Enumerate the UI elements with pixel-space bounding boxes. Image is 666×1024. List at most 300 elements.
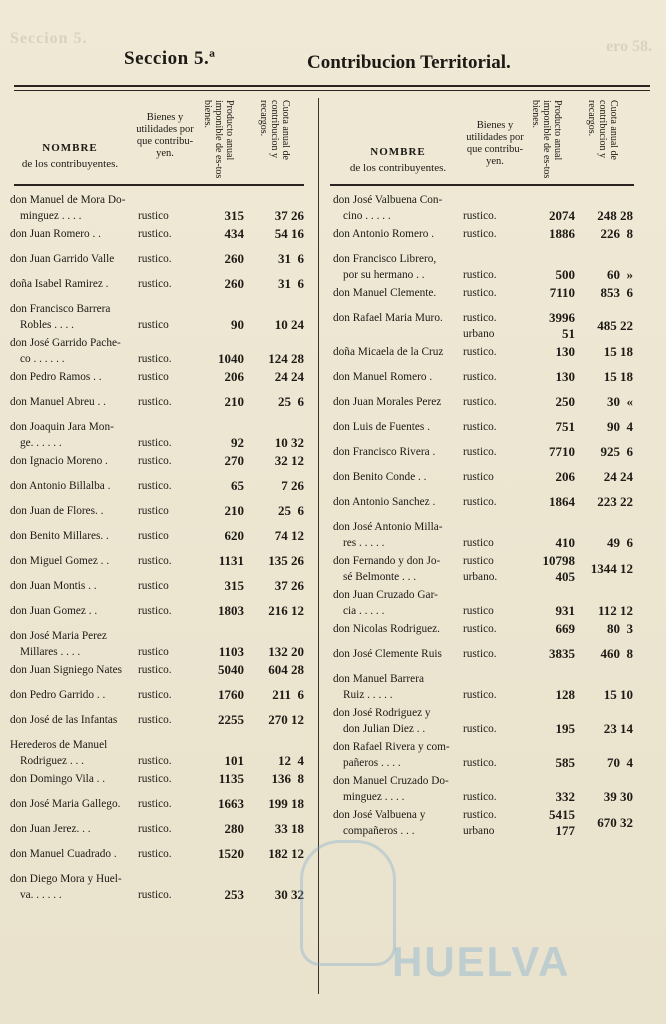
annual-quota: 32 12 — [274, 453, 304, 468]
taxable-product-value: 1760 — [218, 687, 244, 702]
table-row — [10, 771, 306, 796]
contributor-name-line: don Manuel Barrera — [333, 673, 424, 685]
contributor-name-line: don Juan Romero . . — [10, 228, 101, 240]
annual-quota: 25 6 — [278, 394, 304, 409]
contributor-name — [333, 285, 467, 301]
taxable-product — [517, 603, 575, 619]
property-type-line: rustico. — [463, 446, 497, 458]
table-row — [10, 687, 306, 712]
contributor-name — [10, 335, 140, 367]
property-type-line: rustico — [138, 530, 169, 542]
table-row — [10, 192, 306, 226]
contributor-name — [10, 796, 140, 812]
annual-quota: 39 30 — [603, 789, 633, 804]
property-type-line: rustico. — [463, 287, 497, 299]
taxable-product-value: 10798 — [542, 553, 575, 568]
table-row — [333, 369, 635, 394]
taxable-product — [517, 535, 575, 551]
taxable-product-value: 669 — [555, 621, 575, 636]
table-row — [333, 394, 635, 419]
table-row — [333, 587, 635, 621]
contributor-name — [333, 621, 467, 637]
contributor-name — [10, 192, 140, 224]
table-row — [10, 478, 306, 503]
annual-quota: 31 6 — [278, 276, 304, 291]
annual-quota: 136 8 — [271, 771, 304, 786]
property-type — [138, 528, 169, 544]
contributor-name — [333, 739, 467, 771]
contributor-name-line: don Manuel Cruzado Do- — [333, 775, 449, 787]
contributor-name-line: don Joaquin Jara Mon- — [10, 421, 114, 433]
annual-quota: 10 24 — [274, 317, 304, 332]
contributor-name — [10, 394, 140, 410]
table-row — [10, 301, 306, 335]
property-type — [463, 789, 497, 805]
contributor-name-continued: pañeros . . . . — [343, 757, 401, 769]
annual-quota: 485 22 — [597, 318, 633, 333]
taxable-product-value: 130 — [555, 369, 575, 384]
contributor-name-continued: Ruiz . . . . . — [343, 689, 393, 701]
taxable-product-value: 620 — [224, 528, 244, 543]
property-type-line: rustico. — [138, 848, 172, 860]
table-row — [10, 503, 306, 528]
contributor-name — [333, 251, 467, 283]
contributor-name-line: don Antonio Romero . — [333, 228, 435, 240]
contributor-name — [333, 444, 467, 460]
contributor-name-line: don Benito Millares. . — [10, 530, 109, 542]
contributor-name-line: don Manuel Clemente. — [333, 287, 437, 299]
taxable-product-value: 1520 — [218, 846, 244, 861]
taxable-product — [192, 846, 244, 862]
property-type-line: rustico — [138, 319, 169, 331]
table-row — [10, 603, 306, 628]
annual-quota: 226 8 — [600, 226, 633, 241]
taxable-product — [517, 285, 575, 301]
taxable-product-value: 931 — [555, 603, 575, 618]
annual-quota: 30 32 — [274, 887, 304, 902]
taxable-product — [192, 478, 244, 494]
property-type-line: rustico — [138, 371, 169, 383]
property-type-line: rustico. — [138, 353, 172, 365]
contributor-name — [333, 192, 467, 224]
contributor-name-line: don Juan Gomez . . — [10, 605, 98, 617]
table-row — [333, 344, 635, 369]
table-row — [10, 871, 306, 905]
taxable-product — [192, 369, 244, 385]
contributor-name-line: don Nicolas Rodriguez. — [333, 623, 440, 635]
property-type-line: rustico — [138, 505, 169, 517]
contributor-name-line: don Juan Morales Perez — [333, 396, 442, 408]
table-row — [333, 310, 635, 344]
property-type-line: rustico. — [463, 346, 497, 358]
taxable-product — [192, 662, 244, 678]
property-type — [463, 807, 497, 839]
property-type — [463, 469, 494, 485]
taxable-product — [517, 469, 575, 485]
property-type — [138, 662, 172, 678]
right-header-cuota: Cuota anual de contribucion y recargos. — [586, 100, 619, 160]
table-row — [333, 671, 635, 705]
contributor-name-line: don Antonio Sanchez . — [333, 496, 436, 508]
taxable-product — [192, 528, 244, 544]
contributor-name — [333, 369, 467, 385]
taxable-product-value: 260 — [224, 276, 244, 291]
taxable-product — [517, 807, 575, 839]
contributor-name — [333, 519, 467, 551]
taxable-product-value: 206 — [224, 369, 244, 384]
property-type-line: rustico. — [463, 312, 497, 324]
taxable-product-value: 195 — [555, 721, 575, 736]
watermark-text: HUELVA — [392, 938, 571, 985]
taxable-product-value: 270 — [224, 453, 244, 468]
contributor-name-line: don Fernando y don Jo- — [333, 555, 441, 567]
contributor-name — [10, 846, 140, 862]
table-row — [10, 251, 306, 276]
taxable-product — [517, 553, 575, 585]
property-type — [138, 453, 172, 469]
property-type-line: rustico. — [463, 228, 497, 240]
contributor-name — [10, 301, 140, 333]
contributor-name-line: don Juan Jerez. . . — [10, 823, 91, 835]
taxable-product — [192, 276, 244, 292]
annual-quota: 216 12 — [268, 603, 304, 618]
contributor-name-continued: minguez . . . . — [20, 210, 82, 222]
title-rule-thin — [14, 90, 650, 91]
property-type — [138, 435, 172, 451]
contributor-name — [10, 662, 140, 678]
contributor-name-line: don Domingo Vila . . — [10, 773, 106, 785]
contributor-name-continued: Robles . . . . — [20, 319, 74, 331]
property-type — [463, 285, 497, 301]
page-title: Contribucion Territorial. — [307, 52, 511, 73]
contributor-name-line: don Rafael Maria Muro. — [333, 312, 443, 324]
property-type — [138, 351, 172, 367]
property-type — [463, 687, 497, 703]
table-row — [10, 737, 306, 771]
table-row — [333, 773, 635, 807]
property-type — [463, 208, 497, 224]
annual-quota: 135 26 — [268, 553, 304, 568]
contributor-name-continued: por su hermano . . — [343, 269, 425, 281]
property-type — [138, 821, 172, 837]
contributor-name — [10, 603, 140, 619]
annual-quota: 7 26 — [281, 478, 304, 493]
taxable-product-value: 1886 — [549, 226, 575, 241]
table-row — [10, 712, 306, 737]
property-type-line: rustico — [138, 646, 169, 658]
title-rule — [14, 85, 650, 87]
contributor-name — [10, 276, 140, 292]
contributor-name — [10, 369, 140, 385]
property-type-line: rustico. — [463, 757, 497, 769]
taxable-product — [517, 687, 575, 703]
table-row — [333, 419, 635, 444]
contributor-name — [10, 553, 140, 569]
contributor-name — [10, 528, 140, 544]
taxable-product-value: 280 — [224, 821, 244, 836]
property-type — [138, 317, 169, 333]
property-type-line-2: urbano. — [463, 571, 498, 583]
annual-quota: 23 14 — [603, 721, 633, 736]
contributor-name-continued: don Julian Diez . . — [343, 723, 426, 735]
property-type-line: rustico. — [138, 605, 172, 617]
contributor-name — [333, 646, 467, 662]
taxable-product-value: 130 — [555, 344, 575, 359]
contributor-name — [10, 578, 140, 594]
taxable-product — [517, 646, 575, 662]
contributor-name-line: don Juan Garrido Valle — [10, 253, 115, 265]
annual-quota: 182 12 — [268, 846, 304, 861]
property-type-line: rustico — [463, 537, 494, 549]
taxable-product — [517, 721, 575, 737]
left-header-producto: Producto anual imponible de es-tos bienes. — [202, 100, 235, 179]
table-row — [10, 821, 306, 846]
property-type-line: rustico. — [463, 421, 497, 433]
taxable-product-value: 1864 — [549, 494, 575, 509]
contributor-name-line: don Juan de Flores. . — [10, 505, 104, 517]
table-row — [10, 453, 306, 478]
property-type — [138, 887, 172, 903]
annual-quota: 112 12 — [597, 603, 633, 618]
annual-quota: 12 4 — [278, 753, 304, 768]
table-row — [10, 846, 306, 871]
taxable-product-value: 65 — [231, 478, 244, 493]
taxable-product-value: 1103 — [218, 644, 244, 659]
contributor-name — [10, 771, 140, 787]
taxable-product — [517, 494, 575, 510]
table-row — [10, 394, 306, 419]
property-type — [138, 771, 172, 787]
property-type — [138, 276, 172, 292]
contributor-name-line: don José Maria Perez — [10, 630, 107, 642]
table-row — [333, 469, 635, 494]
property-type-line: rustico. — [463, 791, 497, 803]
annual-quota: 37 26 — [274, 578, 304, 593]
table-row — [333, 226, 635, 251]
taxable-product — [517, 267, 575, 283]
property-type-line: rustico. — [138, 664, 172, 676]
property-type — [138, 208, 169, 224]
property-type-line-2: urbano — [463, 825, 495, 837]
contributor-name — [10, 737, 140, 769]
property-type — [463, 646, 497, 662]
property-type — [463, 310, 497, 342]
annual-quota: 24 24 — [274, 369, 304, 384]
taxable-product — [517, 394, 575, 410]
contributor-name-line: don José Rodriguez y — [333, 707, 431, 719]
taxable-product-value: 751 — [555, 419, 575, 434]
annual-quota: 10 32 — [274, 435, 304, 450]
taxable-product-value: 500 — [555, 267, 575, 282]
property-type — [138, 578, 169, 594]
property-type — [138, 687, 172, 703]
contributor-name — [333, 773, 467, 805]
taxable-product-value: 210 — [224, 394, 244, 409]
contributor-name-line: don José Antonio Milla- — [333, 521, 443, 533]
left-header-cuota: Cuota anual de contribucion y recargos. — [258, 100, 291, 160]
annual-quota: 24 24 — [603, 469, 633, 484]
contributor-name-line: don Pedro Garrido . . — [10, 689, 106, 701]
property-type — [463, 419, 497, 435]
contributor-name — [10, 251, 140, 267]
contributor-name-line: don Francisco Librero, — [333, 253, 437, 265]
property-type-line: rustico. — [138, 823, 172, 835]
contributor-name — [10, 871, 140, 903]
property-type-line: rustico. — [138, 714, 172, 726]
annual-quota: 15 18 — [603, 369, 633, 384]
contributor-name — [10, 687, 140, 703]
contributor-name — [333, 587, 467, 619]
contributor-name — [333, 807, 467, 839]
taxable-product — [192, 687, 244, 703]
taxable-product — [517, 226, 575, 242]
contributor-name-line: don Manuel Cuadrado . — [10, 848, 117, 860]
table-row — [333, 494, 635, 519]
contributor-name-line: Herederos de Manuel — [10, 739, 108, 751]
annual-quota: 925 6 — [600, 444, 633, 459]
taxable-product-value: 90 — [231, 317, 244, 332]
property-type-line: rustico. — [138, 480, 172, 492]
property-type-line: rustico — [463, 471, 494, 483]
contributor-name-continued: minguez . . . . — [343, 791, 405, 803]
contributor-name-line: don José Valbuena Con- — [333, 194, 443, 206]
property-type — [138, 226, 172, 242]
property-type-line: rustico. — [463, 269, 497, 281]
contributor-name-line: don Juan Montis . . — [10, 580, 97, 592]
contributor-name-line: don José de las Infantas — [10, 714, 118, 726]
property-type — [463, 535, 494, 551]
table-row — [333, 519, 635, 553]
annual-quota: 1344 12 — [590, 561, 633, 576]
table-row — [333, 621, 635, 646]
property-type — [463, 267, 497, 283]
property-type-line: rustico. — [463, 623, 497, 635]
taxable-product — [517, 621, 575, 637]
table-row — [333, 553, 635, 587]
property-type-line: rustico — [138, 210, 169, 222]
contributor-name-line: don Pedro Ramos . . — [10, 371, 102, 383]
contributor-name-line: don José Maria Gallego. — [10, 798, 121, 810]
property-type — [138, 712, 172, 728]
taxable-product — [192, 578, 244, 594]
annual-quota: 211 6 — [272, 687, 304, 702]
contributor-name-line: don Juan Signiego Nates — [10, 664, 123, 676]
annual-quota: 460 8 — [600, 646, 633, 661]
taxable-product-value: 585 — [555, 755, 575, 770]
left-header-name: NOMBRE de los contribuyentes. — [21, 142, 119, 170]
contributor-name-line: don Antonio Billalba . — [10, 480, 111, 492]
property-type — [463, 344, 497, 360]
annual-quota: 70 4 — [607, 755, 633, 770]
taxable-product — [192, 351, 244, 367]
property-type-line: rustico. — [463, 496, 497, 508]
contributor-name — [333, 671, 467, 703]
contributor-name-continued: ge. . . . . . — [20, 437, 62, 449]
table-row — [10, 578, 306, 603]
show-through-text-right: ero 58. — [606, 38, 652, 55]
property-type-line: rustico. — [463, 371, 497, 383]
annual-quota: 15 18 — [603, 344, 633, 359]
contributor-name — [333, 553, 467, 585]
annual-quota: 60 » — [607, 267, 633, 282]
property-type — [138, 394, 172, 410]
table-row — [333, 192, 635, 226]
right-header-rule — [330, 184, 634, 186]
property-type-line: rustico. — [138, 773, 172, 785]
taxable-product — [192, 553, 244, 569]
table-row — [10, 528, 306, 553]
table-row — [10, 335, 306, 369]
contributor-name-continued: Rodriguez . . . — [20, 755, 85, 767]
contributor-name-line: don Benito Conde . . — [333, 471, 427, 483]
annual-quota: 270 12 — [268, 712, 304, 727]
table-row — [333, 251, 635, 285]
annual-quota: 670 32 — [597, 815, 633, 830]
annual-quota: 248 28 — [597, 208, 633, 223]
contributor-name-line: don Juan Cruzado Gar- — [333, 589, 438, 601]
property-type-line: rustico. — [138, 889, 172, 901]
table-row — [10, 553, 306, 578]
taxable-product-value: 2255 — [218, 712, 244, 727]
contributor-name — [10, 712, 140, 728]
property-type-line: rustico. — [463, 648, 497, 660]
annual-quota: 124 28 — [268, 351, 304, 366]
property-type — [463, 755, 497, 771]
property-type — [138, 478, 172, 494]
property-type-line: rustico. — [138, 228, 172, 240]
annual-quota: 853 6 — [600, 285, 633, 300]
annual-quota: 33 18 — [274, 821, 304, 836]
contributor-name-line: don Rafael Rivera y com- — [333, 741, 450, 753]
annual-quota: 30 « — [607, 394, 633, 409]
property-type — [463, 369, 497, 385]
property-type-line: rustico. — [463, 723, 497, 735]
annual-quota: 132 20 — [268, 644, 304, 659]
taxable-product — [517, 208, 575, 224]
contributor-name — [333, 226, 467, 242]
taxable-product-value: 3835 — [549, 646, 575, 661]
contributor-name — [333, 310, 467, 326]
table-row — [333, 646, 635, 671]
property-type — [138, 644, 169, 660]
taxable-product — [192, 603, 244, 619]
taxable-product-value: 410 — [555, 535, 575, 550]
taxable-product — [192, 394, 244, 410]
taxable-product — [192, 435, 244, 451]
right-header-producto: Producto anual imponible de es-tos bienes. — [530, 100, 563, 179]
property-type-line: rustico. — [138, 278, 172, 290]
section-heading: Seccion 5.ª — [124, 48, 216, 69]
property-type-line: rustico — [138, 580, 169, 592]
property-type-line: rustico. — [138, 689, 172, 701]
contributor-name — [333, 494, 467, 510]
property-type-line: rustico. — [463, 210, 497, 222]
contributor-name-line: don Diego Mora y Huel- — [10, 873, 122, 885]
taxable-product-value: 101 — [224, 753, 244, 768]
property-type-line: rustico. — [463, 689, 497, 701]
annual-quota: 37 26 — [274, 208, 304, 223]
property-type-line: rustico — [463, 605, 494, 617]
contributor-name — [10, 503, 140, 519]
taxable-product-value: 92 — [231, 435, 244, 450]
contributor-name-continued: va. . . . . . — [20, 889, 62, 901]
property-type — [463, 721, 497, 737]
taxable-product — [192, 753, 244, 769]
left-table — [10, 192, 306, 972]
taxable-product — [517, 344, 575, 360]
taxable-product — [192, 208, 244, 224]
left-header-bienes: Bienes y utilidades por que contribu-yen. — [136, 112, 194, 159]
